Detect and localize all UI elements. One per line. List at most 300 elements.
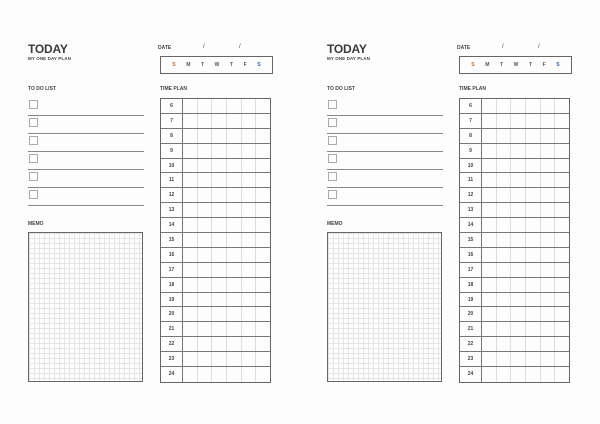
todo-checkbox[interactable] <box>29 136 38 145</box>
time-slot-cell[interactable] <box>256 293 270 307</box>
time-slot-cell[interactable] <box>242 248 257 262</box>
time-slot-cell[interactable] <box>482 307 497 321</box>
time-slot-cell[interactable] <box>482 188 497 202</box>
time-slot-cell[interactable] <box>482 322 497 336</box>
time-slot-cell[interactable] <box>198 144 213 158</box>
time-slot-cell[interactable] <box>183 352 198 366</box>
time-slot-row[interactable] <box>161 263 270 278</box>
time-slot-cell[interactable] <box>227 218 242 232</box>
time-slot-cell[interactable] <box>555 293 569 307</box>
time-slot-cell[interactable] <box>212 233 227 247</box>
time-slot-cell[interactable] <box>497 352 512 366</box>
time-slot-cell[interactable] <box>198 307 213 321</box>
time-slot-cell[interactable] <box>256 203 270 217</box>
time-slot-cells[interactable] <box>183 203 270 217</box>
todo-checkbox[interactable] <box>29 190 38 199</box>
time-slot-cell[interactable] <box>227 129 242 143</box>
time-slot-cell[interactable] <box>212 278 227 292</box>
time-slot-cell[interactable] <box>526 337 541 351</box>
time-slot-row[interactable] <box>161 159 270 174</box>
todo-checkbox[interactable] <box>328 190 337 199</box>
time-slot-row[interactable] <box>161 322 270 337</box>
time-slot-cell[interactable] <box>183 367 198 382</box>
time-slot-cell[interactable] <box>198 188 213 202</box>
time-slot-cell[interactable] <box>256 337 270 351</box>
time-slot-cell[interactable] <box>212 129 227 143</box>
time-slot-cell[interactable] <box>227 188 242 202</box>
time-slot-cell[interactable] <box>526 233 541 247</box>
time-slot-cell[interactable] <box>242 337 257 351</box>
time-slot-cell[interactable] <box>227 278 242 292</box>
time-slot-cell[interactable] <box>482 218 497 232</box>
time-slot-cell[interactable] <box>511 99 526 113</box>
time-slot-cell[interactable] <box>227 263 242 277</box>
time-slot-cell[interactable] <box>511 352 526 366</box>
weekday-2[interactable]: T <box>500 62 504 68</box>
time-slot-cells[interactable] <box>183 367 270 382</box>
time-slot-cell[interactable] <box>497 144 512 158</box>
time-slot-cell[interactable] <box>541 263 556 277</box>
time-slot-cell[interactable] <box>541 307 556 321</box>
time-slot-cell[interactable] <box>555 218 569 232</box>
time-slot-cell[interactable] <box>242 263 257 277</box>
time-slot-cell[interactable] <box>242 322 257 336</box>
time-slot-cell[interactable] <box>183 263 198 277</box>
time-slot-cells[interactable] <box>482 129 569 143</box>
time-slot-cell[interactable] <box>497 307 512 321</box>
time-slot-row[interactable] <box>460 233 569 248</box>
time-slot-cells[interactable] <box>482 307 569 321</box>
time-slot-cells[interactable] <box>183 352 270 366</box>
time-slot-cell[interactable] <box>227 248 242 262</box>
time-slot-cell[interactable] <box>482 278 497 292</box>
time-slot-cell[interactable] <box>212 99 227 113</box>
time-slot-cell[interactable] <box>511 367 526 382</box>
time-slot-cell[interactable] <box>256 114 270 128</box>
time-slot-row[interactable] <box>161 144 270 159</box>
time-slot-cell[interactable] <box>242 129 257 143</box>
time-slot-cell[interactable] <box>541 114 556 128</box>
time-slot-row[interactable] <box>460 159 569 174</box>
time-slot-cell[interactable] <box>212 322 227 336</box>
time-slot-cell[interactable] <box>242 218 257 232</box>
time-slot-row[interactable] <box>460 129 569 144</box>
todo-checkbox[interactable] <box>328 154 337 163</box>
time-slot-row[interactable] <box>161 114 270 129</box>
todo-checkbox[interactable] <box>29 100 38 109</box>
time-slot-cell[interactable] <box>212 203 227 217</box>
time-slot-cell[interactable] <box>183 248 198 262</box>
time-slot-cell[interactable] <box>541 322 556 336</box>
weekday-0[interactable]: S <box>471 62 475 68</box>
time-slot-cell[interactable] <box>526 218 541 232</box>
weekday-3[interactable]: W <box>513 62 519 68</box>
time-slot-cell[interactable] <box>256 159 270 173</box>
time-slot-cell[interactable] <box>183 129 198 143</box>
time-slot-cell[interactable] <box>198 352 213 366</box>
time-slot-cell[interactable] <box>212 173 227 187</box>
time-slot-cell[interactable] <box>511 278 526 292</box>
time-slot-cell[interactable] <box>183 114 198 128</box>
time-slot-cell[interactable] <box>541 278 556 292</box>
time-slot-row[interactable] <box>460 144 569 159</box>
time-slot-cell[interactable] <box>526 293 541 307</box>
time-slot-cell[interactable] <box>242 114 257 128</box>
time-slot-cell[interactable] <box>256 233 270 247</box>
time-slot-cell[interactable] <box>526 263 541 277</box>
time-slot-cell[interactable] <box>482 248 497 262</box>
time-slot-row[interactable] <box>460 278 569 293</box>
time-slot-cell[interactable] <box>555 233 569 247</box>
todo-item[interactable] <box>28 98 144 116</box>
time-slot-cells[interactable] <box>482 352 569 366</box>
time-slot-cell[interactable] <box>198 322 213 336</box>
time-slot-row[interactable] <box>161 203 270 218</box>
time-slot-cell[interactable] <box>183 159 198 173</box>
time-slot-cell[interactable] <box>526 173 541 187</box>
time-slot-cells[interactable] <box>482 114 569 128</box>
todo-checkbox[interactable] <box>328 136 337 145</box>
weekday-1[interactable]: M <box>186 62 191 68</box>
weekday-6[interactable]: S <box>257 62 261 68</box>
time-slot-cells[interactable] <box>482 293 569 307</box>
todo-item[interactable] <box>327 116 443 134</box>
time-slot-cell[interactable] <box>526 203 541 217</box>
time-slot-cell[interactable] <box>227 293 242 307</box>
time-slot-cell[interactable] <box>526 129 541 143</box>
time-slot-cell[interactable] <box>183 337 198 351</box>
todo-checkbox[interactable] <box>328 100 337 109</box>
weekday-4[interactable]: T <box>229 62 234 68</box>
time-slot-cell[interactable] <box>526 144 541 158</box>
todo-checkbox[interactable] <box>328 172 337 181</box>
time-slot-cell[interactable] <box>256 248 270 262</box>
todo-checkbox[interactable] <box>328 118 337 127</box>
time-slot-row[interactable] <box>161 367 270 382</box>
time-slot-cells[interactable] <box>482 248 569 262</box>
time-slot-row[interactable] <box>161 307 270 322</box>
time-slot-cells[interactable] <box>183 337 270 351</box>
time-slot-cell[interactable] <box>511 173 526 187</box>
weekday-1[interactable]: M <box>485 62 490 68</box>
time-slot-row[interactable] <box>460 203 569 218</box>
time-slot-cell[interactable] <box>242 278 257 292</box>
time-slot-cell[interactable] <box>555 307 569 321</box>
time-slot-cell[interactable] <box>511 203 526 217</box>
time-slot-cell[interactable] <box>227 173 242 187</box>
time-slot-cell[interactable] <box>511 337 526 351</box>
todo-item[interactable] <box>327 188 443 206</box>
time-slot-cell[interactable] <box>183 233 198 247</box>
time-slot-row[interactable] <box>460 188 569 203</box>
todo-item[interactable] <box>327 152 443 170</box>
time-slot-cell[interactable] <box>555 322 569 336</box>
time-slot-cell[interactable] <box>198 203 213 217</box>
time-slot-cell[interactable] <box>242 203 257 217</box>
time-slot-row[interactable] <box>161 293 270 308</box>
time-slot-cell[interactable] <box>511 293 526 307</box>
time-slot-cell[interactable] <box>256 129 270 143</box>
todo-checkbox[interactable] <box>29 154 38 163</box>
time-slot-cell[interactable] <box>497 337 512 351</box>
time-slot-cell[interactable] <box>555 114 569 128</box>
time-slot-cell[interactable] <box>497 293 512 307</box>
time-slot-cell[interactable] <box>212 352 227 366</box>
time-slot-cell[interactable] <box>212 218 227 232</box>
time-slot-row[interactable] <box>460 248 569 263</box>
time-slot-cells[interactable] <box>183 188 270 202</box>
time-slot-cell[interactable] <box>555 263 569 277</box>
memo-grid[interactable] <box>327 232 442 382</box>
time-slot-cells[interactable] <box>183 293 270 307</box>
time-slot-cell[interactable] <box>242 173 257 187</box>
time-slot-cell[interactable] <box>555 248 569 262</box>
time-slot-cell[interactable] <box>256 263 270 277</box>
time-slot-cell[interactable] <box>482 367 497 382</box>
time-slot-cell[interactable] <box>256 322 270 336</box>
time-slot-cell[interactable] <box>227 337 242 351</box>
time-slot-cell[interactable] <box>183 203 198 217</box>
time-slot-row[interactable] <box>460 263 569 278</box>
time-slot-cell[interactable] <box>227 352 242 366</box>
time-slot-cell[interactable] <box>242 233 257 247</box>
time-slot-cell[interactable] <box>555 278 569 292</box>
time-slot-row[interactable] <box>161 99 270 114</box>
time-slot-cells[interactable] <box>482 263 569 277</box>
time-slot-cell[interactable] <box>541 337 556 351</box>
time-slot-cell[interactable] <box>256 352 270 366</box>
time-slot-cells[interactable] <box>183 218 270 232</box>
time-slot-cell[interactable] <box>526 248 541 262</box>
time-slot-cell[interactable] <box>482 263 497 277</box>
time-slot-cells[interactable] <box>482 337 569 351</box>
time-slot-cell[interactable] <box>497 188 512 202</box>
todo-item[interactable] <box>28 188 144 206</box>
todo-checkbox[interactable] <box>29 118 38 127</box>
time-slot-cell[interactable] <box>511 159 526 173</box>
time-slot-row[interactable] <box>460 218 569 233</box>
time-slot-cell[interactable] <box>482 114 497 128</box>
time-slot-cells[interactable] <box>482 203 569 217</box>
time-slot-cell[interactable] <box>482 337 497 351</box>
todo-item[interactable] <box>28 134 144 152</box>
time-slot-cell[interactable] <box>198 114 213 128</box>
time-slot-cell[interactable] <box>198 173 213 187</box>
time-slot-cell[interactable] <box>555 159 569 173</box>
weekday-3[interactable]: W <box>214 62 220 68</box>
time-slot-cell[interactable] <box>242 307 257 321</box>
time-slot-row[interactable] <box>161 233 270 248</box>
time-slot-cell[interactable] <box>511 188 526 202</box>
time-slot-row[interactable] <box>161 218 270 233</box>
time-slot-cell[interactable] <box>256 173 270 187</box>
time-slot-row[interactable] <box>460 307 569 322</box>
time-slot-row[interactable] <box>161 188 270 203</box>
time-slot-cell[interactable] <box>256 218 270 232</box>
time-slot-cell[interactable] <box>198 129 213 143</box>
time-slot-cell[interactable] <box>256 188 270 202</box>
time-slot-cell[interactable] <box>198 233 213 247</box>
time-slot-cell[interactable] <box>482 129 497 143</box>
time-slot-cell[interactable] <box>183 144 198 158</box>
time-slot-cell[interactable] <box>541 159 556 173</box>
time-slot-cells[interactable] <box>482 322 569 336</box>
time-slot-cell[interactable] <box>212 248 227 262</box>
time-slot-cell[interactable] <box>555 144 569 158</box>
time-slot-cell[interactable] <box>526 367 541 382</box>
todo-checkbox[interactable] <box>29 172 38 181</box>
time-slot-cell[interactable] <box>497 278 512 292</box>
time-slot-cell[interactable] <box>227 233 242 247</box>
time-slot-cell[interactable] <box>183 218 198 232</box>
time-slot-cell[interactable] <box>526 188 541 202</box>
time-slot-cell[interactable] <box>183 173 198 187</box>
time-slot-cell[interactable] <box>497 322 512 336</box>
time-slot-cell[interactable] <box>198 218 213 232</box>
time-slot-cells[interactable] <box>183 248 270 262</box>
time-slot-cell[interactable] <box>497 367 512 382</box>
time-slot-cell[interactable] <box>541 233 556 247</box>
time-slot-cell[interactable] <box>212 188 227 202</box>
weekday-6[interactable]: S <box>556 62 560 68</box>
time-slot-cells[interactable] <box>482 99 569 113</box>
weekday-4[interactable]: T <box>528 62 533 68</box>
time-slot-row[interactable] <box>460 99 569 114</box>
time-slot-cell[interactable] <box>256 144 270 158</box>
time-slot-cell[interactable] <box>511 322 526 336</box>
time-slot-cells[interactable] <box>183 278 270 292</box>
time-slot-cells[interactable] <box>183 322 270 336</box>
time-slot-cell[interactable] <box>198 99 213 113</box>
time-slot-cell[interactable] <box>541 352 556 366</box>
time-slot-cell[interactable] <box>497 129 512 143</box>
time-slot-cells[interactable] <box>183 233 270 247</box>
time-slot-cell[interactable] <box>555 337 569 351</box>
time-slot-cell[interactable] <box>256 307 270 321</box>
weekday-5[interactable]: F <box>243 62 247 68</box>
time-slot-cell[interactable] <box>555 173 569 187</box>
time-slot-row[interactable] <box>161 278 270 293</box>
time-slot-cell[interactable] <box>242 144 257 158</box>
time-slot-cell[interactable] <box>526 307 541 321</box>
time-slot-cell[interactable] <box>555 352 569 366</box>
time-slot-cell[interactable] <box>541 188 556 202</box>
time-slot-row[interactable] <box>460 337 569 352</box>
time-slot-row[interactable] <box>460 293 569 308</box>
time-slot-cell[interactable] <box>511 144 526 158</box>
time-slot-cell[interactable] <box>541 367 556 382</box>
time-slot-cell[interactable] <box>183 188 198 202</box>
time-slot-cell[interactable] <box>242 352 257 366</box>
time-slot-row[interactable] <box>161 337 270 352</box>
time-slot-cell[interactable] <box>555 188 569 202</box>
time-slot-cell[interactable] <box>555 129 569 143</box>
time-slot-row[interactable] <box>161 129 270 144</box>
time-slot-cell[interactable] <box>227 203 242 217</box>
time-slot-cell[interactable] <box>212 337 227 351</box>
time-slot-cell[interactable] <box>511 233 526 247</box>
time-slot-cell[interactable] <box>541 218 556 232</box>
time-slot-cell[interactable] <box>227 159 242 173</box>
time-slot-cells[interactable] <box>482 173 569 187</box>
time-slot-cell[interactable] <box>198 159 213 173</box>
time-slot-cells[interactable] <box>482 159 569 173</box>
time-slot-cell[interactable] <box>555 99 569 113</box>
todo-item[interactable] <box>327 98 443 116</box>
weekday-0[interactable]: S <box>172 62 176 68</box>
time-slot-cells[interactable] <box>482 278 569 292</box>
time-slot-cell[interactable] <box>242 367 257 382</box>
time-slot-row[interactable] <box>161 352 270 367</box>
time-slot-cells[interactable] <box>183 263 270 277</box>
time-slot-cell[interactable] <box>482 203 497 217</box>
time-slot-row[interactable] <box>460 322 569 337</box>
time-slot-cell[interactable] <box>555 367 569 382</box>
time-slot-cell[interactable] <box>198 263 213 277</box>
time-slot-cell[interactable] <box>227 144 242 158</box>
time-slot-cell[interactable] <box>497 218 512 232</box>
time-slot-cell[interactable] <box>555 203 569 217</box>
todo-item[interactable] <box>28 152 144 170</box>
time-slot-cell[interactable] <box>482 99 497 113</box>
time-slot-cell[interactable] <box>212 114 227 128</box>
time-slot-cell[interactable] <box>526 278 541 292</box>
memo-grid[interactable] <box>28 232 143 382</box>
time-slot-cell[interactable] <box>227 322 242 336</box>
time-slot-cells[interactable] <box>183 159 270 173</box>
time-slot-cell[interactable] <box>183 99 198 113</box>
time-slot-cell[interactable] <box>541 99 556 113</box>
time-slot-cells[interactable] <box>183 129 270 143</box>
time-slot-cells[interactable] <box>482 218 569 232</box>
time-slot-cell[interactable] <box>541 248 556 262</box>
time-slot-row[interactable] <box>460 114 569 129</box>
time-slot-cells[interactable] <box>482 188 569 202</box>
time-slot-cell[interactable] <box>526 322 541 336</box>
time-slot-cell[interactable] <box>511 307 526 321</box>
time-slot-cell[interactable] <box>541 293 556 307</box>
time-slot-cell[interactable] <box>242 159 257 173</box>
time-slot-row[interactable] <box>161 173 270 188</box>
time-slot-cell[interactable] <box>497 233 512 247</box>
time-slot-cell[interactable] <box>212 307 227 321</box>
time-slot-cell[interactable] <box>198 337 213 351</box>
time-slot-cell[interactable] <box>227 99 242 113</box>
time-slot-cell[interactable] <box>212 367 227 382</box>
time-slot-cell[interactable] <box>227 367 242 382</box>
time-slot-cell[interactable] <box>526 352 541 366</box>
todo-item[interactable] <box>327 170 443 188</box>
time-slot-row[interactable] <box>460 352 569 367</box>
time-slot-cells[interactable] <box>183 99 270 113</box>
time-slot-row[interactable] <box>460 367 569 382</box>
time-slot-cell[interactable] <box>511 218 526 232</box>
time-slot-cell[interactable] <box>482 293 497 307</box>
time-slot-cell[interactable] <box>212 263 227 277</box>
time-slot-cell[interactable] <box>242 188 257 202</box>
time-slot-cell[interactable] <box>526 99 541 113</box>
time-slot-cell[interactable] <box>541 144 556 158</box>
time-slot-cell[interactable] <box>212 159 227 173</box>
time-slot-cell[interactable] <box>212 293 227 307</box>
time-slot-cell[interactable] <box>482 352 497 366</box>
time-slot-cells[interactable] <box>183 114 270 128</box>
weekday-5[interactable]: F <box>542 62 546 68</box>
time-slot-cell[interactable] <box>198 293 213 307</box>
time-slot-cell[interactable] <box>497 173 512 187</box>
time-slot-cell[interactable] <box>541 173 556 187</box>
time-slot-cell[interactable] <box>497 263 512 277</box>
